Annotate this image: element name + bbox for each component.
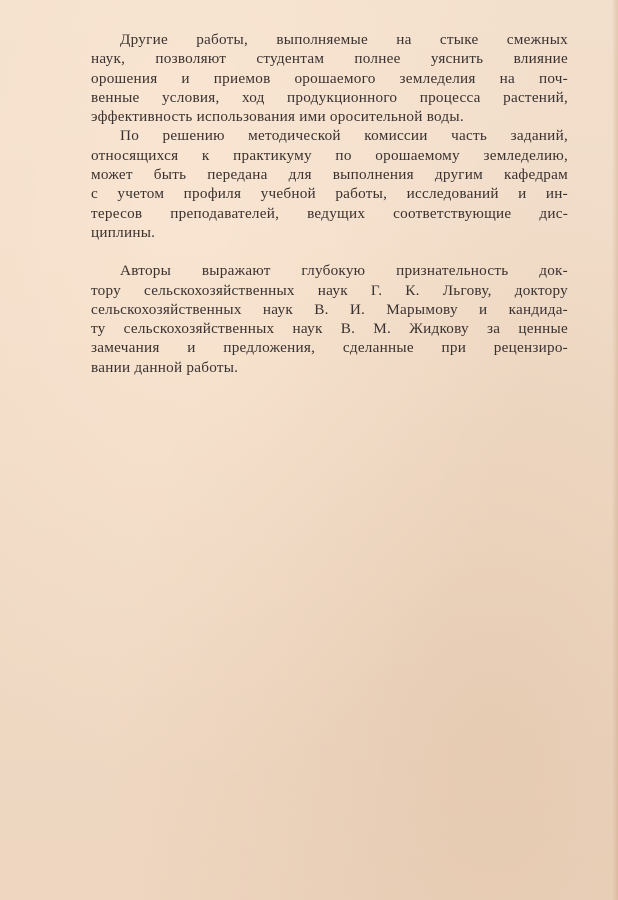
text-line: ту сельскохозяйственных наук В. М. Жидкову за ценные: [91, 320, 568, 338]
paragraph-gap: [91, 242, 568, 261]
text-line: венные условия, ход продукционного процесса растений,: [91, 88, 568, 106]
text-line: с учетом профиля учебной работы, исследований и ин-: [91, 185, 568, 203]
text-line: циплины.: [91, 223, 156, 241]
paragraph-other-works: [91, 30, 568, 126]
body-text: [91, 30, 568, 377]
page-edge-shadow: [612, 0, 618, 900]
text-line: По решению методической комиссии часть заданий,: [120, 127, 568, 145]
text-line: наук, позволяют студентам полнее уяснить влияние: [91, 50, 568, 68]
text-line: орошения и приемов орошаемого земледелия на поч-: [91, 69, 568, 87]
text-line: Авторы выражают глубокую признательность док-: [120, 262, 568, 280]
text-line: относящихся к практикуму по орошаемому земледелию,: [91, 146, 568, 164]
text-line: вании данной работы.: [91, 358, 239, 376]
text-line: эффективность использования ими оросительной воды.: [91, 108, 464, 126]
text-line: Другие работы, выполняемые на стыке смежных: [120, 31, 568, 48]
text-line: замечания и предложения, сделанные при рецензиро-: [91, 339, 568, 357]
text-line: тересов преподавателей, ведущих соответствующие дис-: [91, 204, 568, 222]
text-line: сельскохозяйственных наук В. И. Марымову и кандида-: [91, 300, 568, 318]
text-line: тору сельскохозяйственных наук Г. К. Льгову, доктору: [91, 281, 568, 299]
paragraph-acknowledgements: [91, 261, 568, 377]
text-line: может быть передана для выполнения другим кафедрам: [91, 166, 568, 184]
paragraph-commission-decision: [91, 126, 568, 242]
